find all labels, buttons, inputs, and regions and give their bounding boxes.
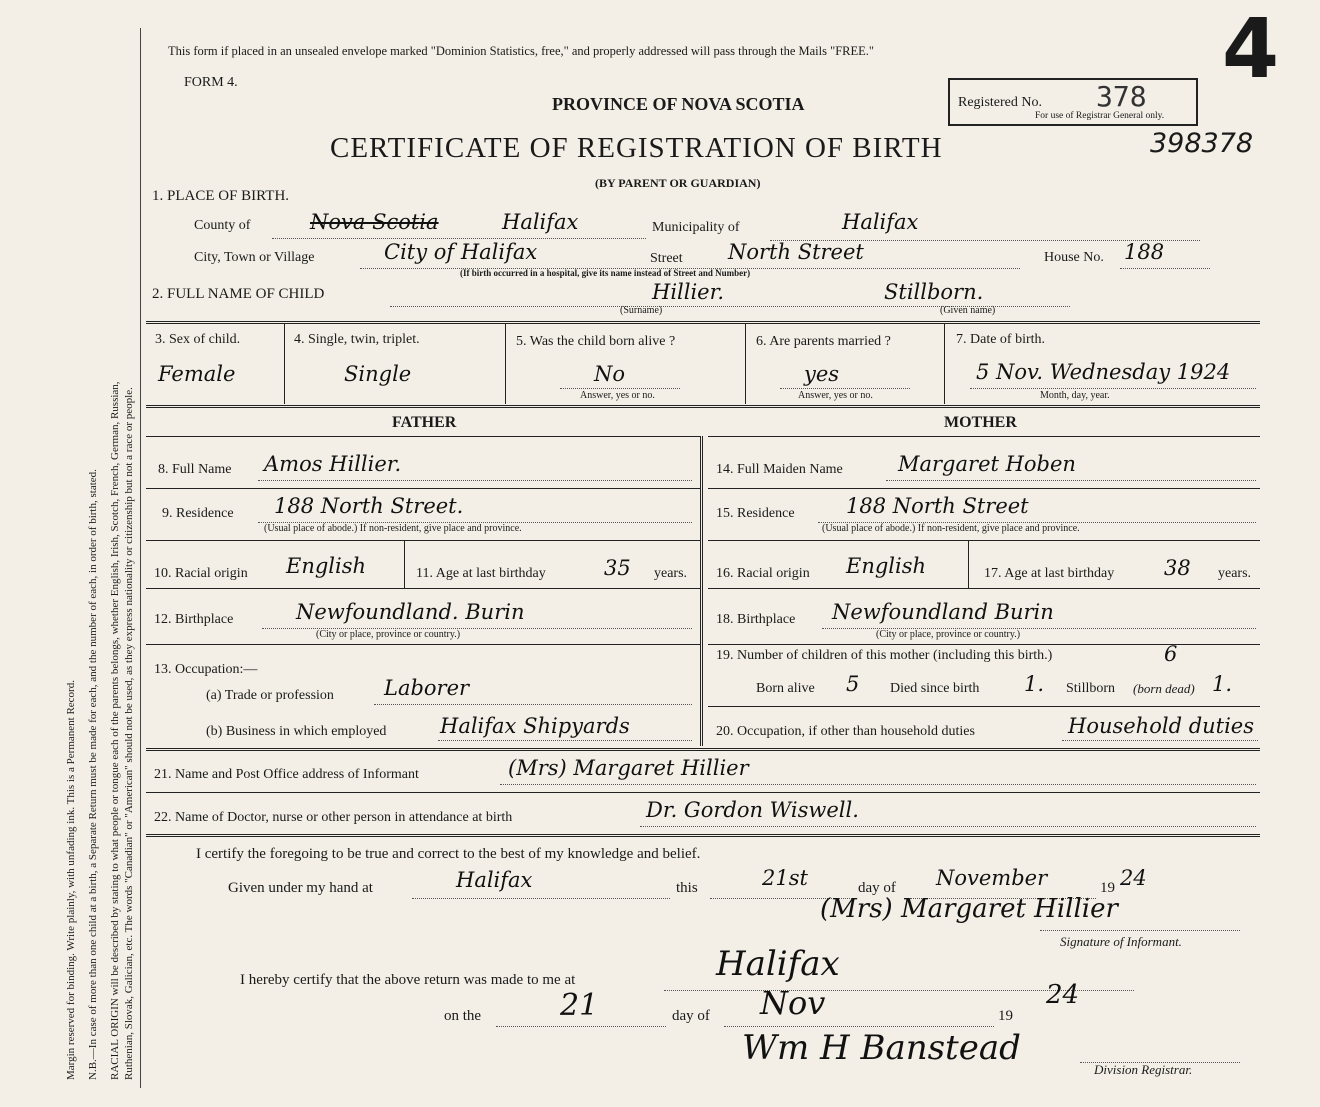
certify-year-prefix: 19 — [1100, 880, 1115, 896]
mother-residence-caption: (Usual place of abode.) If non-resident, give place and province. — [822, 523, 1080, 534]
certify-day-of-label: day of — [858, 880, 896, 896]
married-label: 6. Are parents married ? — [756, 334, 891, 349]
city-value: City of Halifax — [384, 240, 538, 264]
registrar-year-value: 24 — [1046, 980, 1080, 1010]
registrar-statement: I hereby certify that the above return was made to me at — [240, 972, 576, 988]
stillborn-note: (born dead) — [1133, 681, 1195, 696]
certify-year-value: 24 — [1120, 866, 1147, 890]
married-value: yes — [804, 362, 840, 386]
row-line — [708, 488, 1260, 489]
registered-number: 378 — [1096, 80, 1147, 113]
hospital-note: (If birth occurred in a hospital, give its name instead of Street and Number) — [460, 268, 751, 278]
dob-value: 5 Nov. Wednesday 1924 — [976, 360, 1231, 384]
row-line — [146, 488, 700, 489]
born-alive-value: No — [594, 362, 626, 386]
city-label: City, Town or Village — [194, 250, 315, 265]
doctor-value: Dr. Gordon Wiswell. — [646, 798, 859, 822]
certificate-subtitle: (BY PARENT OR GUARDIAN) — [595, 176, 761, 190]
given-name-caption: (Given name) — [940, 305, 996, 316]
father-business-label: (b) Business in which employed — [206, 724, 387, 739]
row-line — [146, 588, 700, 589]
street-label: Street — [650, 251, 683, 266]
father-name-value: Amos Hillier. — [264, 452, 402, 476]
registrar-month-value: Nov — [760, 984, 826, 1022]
corner-mark: 4 — [1222, 2, 1280, 97]
form-number: FORM 4. — [184, 75, 238, 90]
registrar-day-value: 21 — [560, 988, 599, 1023]
mother-occupation-label: 20. Occupation, if other than household duties — [716, 724, 975, 739]
registrar-signature: Wm H Banstead — [742, 1028, 1021, 1068]
col-divider — [968, 540, 969, 588]
row-line — [146, 540, 700, 541]
born-alive-count-label: Born alive — [756, 681, 815, 696]
father-heading: FATHER — [392, 414, 457, 431]
doctor-label: 22. Name of Doctor, nurse or other person in attendance at birth — [154, 810, 513, 825]
registrar-place-value: Halifax — [716, 944, 840, 984]
father-business-line — [438, 740, 692, 741]
father-age-label: 11. Age at last birthday — [416, 566, 546, 581]
father-years-label: years. — [654, 566, 688, 581]
row-divider — [146, 405, 1260, 408]
place-of-birth-label: 1. PLACE OF BIRTH. — [152, 188, 290, 204]
certify-place-line — [412, 898, 670, 899]
margin-note-2: N.B.—In case of more than one child at a birth, a Separate Return must be made for each, and the number of each, in order of birth, stated. — [87, 469, 99, 1080]
county-label: County of — [194, 218, 251, 233]
county-line — [272, 238, 646, 239]
row-line — [146, 644, 700, 645]
father-trade-label: (a) Trade or profession — [206, 688, 334, 703]
stillborn-label: Stillborn — [1066, 681, 1116, 696]
registrar-day-line — [496, 1026, 666, 1027]
mother-name-label: 14. Full Maiden Name — [716, 462, 843, 477]
col-divider — [745, 324, 746, 404]
father-residence-caption: (Usual place of abode.) If non-resident, give place and province. — [264, 523, 522, 534]
mother-name-line — [886, 480, 1256, 481]
born-alive-line — [560, 388, 680, 389]
mother-residence-value: 188 North Street — [846, 494, 1029, 518]
certify-day-value: 21st — [762, 866, 808, 890]
informant-signature-line — [1040, 930, 1240, 931]
mail-notice: This form if placed in an unsealed envelope marked "Dominion Statistics, free," and properly addressed will pass through the Mails "FREE." — [168, 44, 875, 58]
stillborn-value: 1. — [1212, 672, 1233, 696]
municipality-label: Municipality of — [652, 220, 740, 235]
certify-statement: I certify the foregoing to be true and correct to the best of my knowledge and belief. — [196, 846, 701, 862]
house-line — [1120, 268, 1210, 269]
row-line — [708, 588, 1260, 589]
row-line — [146, 792, 1260, 793]
father-birthplace-label: 12. Birthplace — [154, 612, 234, 627]
registrar-on-the-label: on the — [444, 1008, 482, 1024]
row-line — [708, 706, 1260, 707]
father-residence-label: 9. Residence — [162, 506, 234, 521]
row-line — [708, 436, 1260, 437]
municipality-value: Halifax — [842, 210, 919, 234]
doctor-line — [640, 826, 1256, 827]
registrar-use-note: For use of Registrar General only. — [1035, 111, 1165, 121]
division-registrar-caption: Division Registrar. — [1094, 1062, 1193, 1077]
county-value: Halifax — [502, 210, 579, 234]
margin-note-4: Ruthenian, Slovak, Galician, etc. The words "Canadian" or "American" should not be used, as they express nationality or citizenship but not a race or people. — [123, 387, 135, 1080]
mother-years-label: years. — [1218, 566, 1252, 581]
registrar-day-of-label: day of — [672, 1008, 710, 1024]
street-value: North Street — [728, 240, 864, 264]
sex-value: Female — [158, 362, 236, 386]
father-occupation-label: 13. Occupation:— — [154, 662, 258, 677]
registrar-month-line — [724, 1026, 994, 1027]
col-divider — [404, 540, 405, 588]
father-name-line — [258, 480, 692, 481]
parents-divider — [700, 436, 703, 746]
mother-age-value: 38 — [1164, 556, 1191, 580]
certify-this-label: this — [676, 880, 698, 896]
row-divider — [146, 321, 1260, 324]
father-business-value: Halifax Shipyards — [440, 714, 630, 738]
informant-line — [500, 784, 1256, 785]
stamp-number: 398378 — [1150, 128, 1254, 159]
row-divider — [146, 748, 1260, 751]
plurality-value: Single — [344, 362, 412, 386]
father-name-label: 8. Full Name — [158, 462, 232, 477]
father-trade-value: Laborer — [384, 676, 470, 700]
informant-signature: (Mrs) Margaret Hillier — [820, 894, 1118, 924]
mother-age-label: 17. Age at last birthday — [984, 566, 1115, 581]
child-surname: Hillier. — [652, 280, 725, 304]
certify-month-value: November — [936, 866, 1048, 890]
father-age-value: 35 — [604, 556, 631, 580]
plurality-label: 4. Single, twin, triplet. — [294, 332, 420, 347]
died-since-birth-label: Died since birth — [890, 681, 980, 696]
child-given-name: Stillborn. — [884, 280, 984, 304]
signature-informant-caption: Signature of Informant. — [1060, 934, 1182, 949]
answer-caption-5: Answer, yes or no. — [580, 390, 655, 401]
row-line — [146, 436, 700, 437]
province-heading: PROVINCE OF NOVA SCOTIA — [552, 94, 805, 114]
father-racial-value: English — [286, 554, 367, 578]
mother-children-label: 19. Number of children of this mother (including this birth.) — [716, 648, 1053, 663]
informant-value: (Mrs) Margaret Hillier — [508, 756, 749, 780]
mother-racial-value: English — [846, 554, 927, 578]
mother-heading: MOTHER — [944, 414, 1017, 431]
father-trade-line — [374, 704, 692, 705]
child-name-label: 2. FULL NAME OF CHILD — [152, 286, 325, 302]
margin-note-1: Margin reserved for binding. Write plainly, with unfading ink. This is a Permanent Record. — [65, 680, 77, 1080]
house-value: 188 — [1124, 240, 1165, 264]
certify-place-value: Halifax — [456, 868, 533, 892]
dob-label: 7. Date of birth. — [956, 332, 1046, 347]
dob-caption: Month, day, year. — [1040, 390, 1110, 401]
county-struck-value: Nova Scotia — [310, 210, 439, 234]
binding-margin-line — [140, 28, 141, 1088]
born-alive-label: 5. Was the child born alive ? — [516, 334, 676, 349]
died-since-birth-value: 1. — [1024, 672, 1045, 696]
answer-caption-6: Answer, yes or no. — [798, 390, 873, 401]
informant-label: 21. Name and Post Office address of Informant — [154, 767, 419, 782]
mother-racial-label: 16. Racial origin — [716, 566, 810, 581]
married-line — [780, 388, 910, 389]
mother-birthplace-caption: (City or place, province or country.) — [876, 629, 1021, 640]
father-residence-value: 188 North Street. — [274, 494, 464, 518]
col-divider — [944, 324, 945, 404]
house-label: House No. — [1044, 250, 1104, 265]
father-birthplace-caption: (City or place, province or country.) — [316, 629, 461, 640]
surname-caption: (Surname) — [620, 305, 663, 316]
father-racial-label: 10. Racial origin — [154, 566, 248, 581]
registrar-year-prefix: 19 — [998, 1008, 1013, 1024]
mother-residence-label: 15. Residence — [716, 506, 795, 521]
mother-birthplace-value: Newfoundland Burin — [832, 600, 1054, 624]
mother-occupation-value: Household duties — [1068, 714, 1255, 738]
born-alive-count-value: 5 — [846, 672, 860, 696]
mother-occupation-line — [1062, 740, 1258, 741]
mother-birthplace-label: 18. Birthplace — [716, 612, 796, 627]
col-divider — [505, 324, 506, 404]
registered-label: Registered No. — [958, 95, 1042, 110]
mother-name-value: Margaret Hoben — [898, 452, 1076, 476]
col-divider — [284, 324, 285, 404]
dob-line — [970, 388, 1256, 389]
given-under-hand-label: Given under my hand at — [228, 880, 373, 896]
certificate-title: CERTIFICATE OF REGISTRATION OF BIRTH — [330, 132, 943, 164]
father-birthplace-value: Newfoundland. Burin — [296, 600, 525, 624]
mother-children-value: 6 — [1164, 642, 1178, 666]
row-divider — [146, 834, 1260, 837]
row-line — [708, 540, 1260, 541]
margin-note-3: RACIAL ORIGIN will be described by stating to what people or tongue each of the parents belongs, whether English, Irish, Scotch, French, German, Russian, — [109, 381, 121, 1080]
sex-label: 3. Sex of child. — [155, 332, 241, 347]
